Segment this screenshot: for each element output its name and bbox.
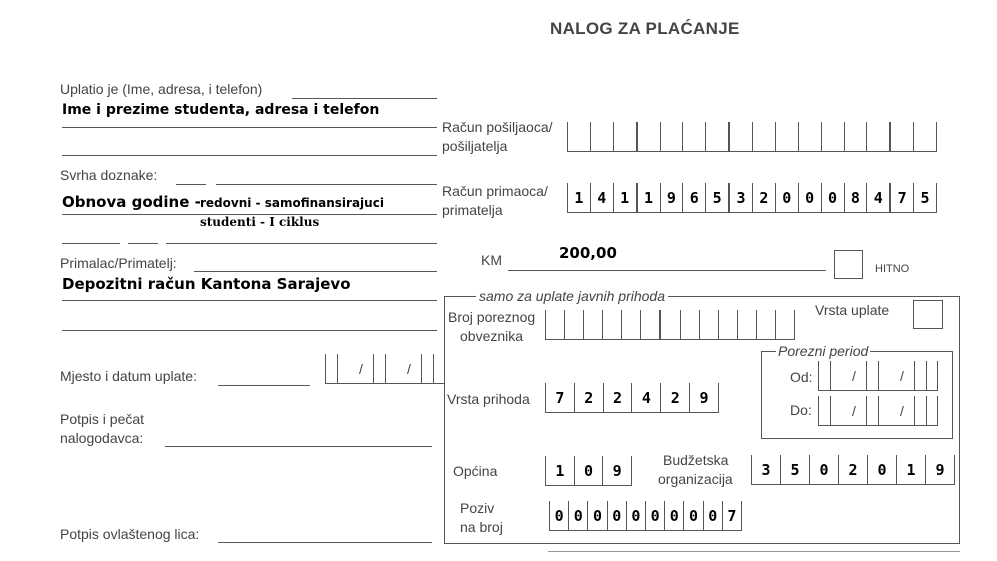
revenue-type-label: Vrsta prihoda: [447, 391, 530, 407]
purpose-label: Svrha doznake:: [60, 167, 158, 183]
purpose-value-sub-2[interactable]: studenti - I ciklus: [200, 215, 320, 229]
taxpayer-number-label-2: obveznika: [460, 328, 524, 344]
revenue-digit: 9: [689, 383, 719, 413]
purpose-value-sub-1[interactable]: redovni - samofinansirajuci: [200, 196, 384, 210]
payment-type-label: Vrsta uplate: [815, 302, 890, 318]
revenue-digit: 2: [603, 383, 632, 413]
budget-digit: 0: [867, 455, 896, 485]
purpose-value-main[interactable]: Obnova godine -: [62, 193, 201, 211]
public-revenue-legend: samo za uplate javnih prihoda: [476, 288, 668, 304]
payer-line-2: [62, 127, 437, 128]
account-digit: 7: [889, 183, 913, 213]
reference-digit: 0: [626, 501, 645, 531]
period-to-label: Do:: [790, 402, 812, 418]
period-from-boxes[interactable]: / /: [818, 361, 938, 391]
account-digit: 0: [798, 183, 821, 213]
account-digit: 1: [613, 183, 636, 213]
reference-digit: 7: [722, 501, 742, 531]
account-digit: 5: [705, 183, 728, 213]
reference-digit: 0: [549, 501, 568, 531]
place-date-label: Mjesto i datum uplate:: [60, 368, 197, 384]
budget-digit: 0: [809, 455, 838, 485]
reference-digit: 0: [703, 501, 722, 531]
account-digit: 3: [728, 183, 752, 213]
revenue-digit: 2: [660, 383, 689, 413]
recipient-value[interactable]: Depozitni račun Kantona Sarajevo: [62, 275, 351, 293]
payer-value[interactable]: Ime i prezime studenta, adresa i telefon: [62, 102, 380, 118]
payer-line-1: [292, 98, 437, 99]
recipient-account-boxes[interactable]: [567, 183, 937, 213]
tax-period-legend: Porezni period: [778, 343, 869, 359]
reference-digit: 0: [645, 501, 664, 531]
municipality-label: Općina: [453, 463, 498, 479]
authorized-signature-line: [218, 542, 432, 543]
budget-digit: 9: [925, 455, 955, 485]
bottom-edge-line: [548, 551, 960, 552]
reference-digit: 0: [607, 501, 626, 531]
payment-type-box[interactable]: [913, 300, 943, 329]
reference-digit: 0: [664, 501, 683, 531]
revenue-digit: 4: [631, 383, 660, 413]
sender-account-boxes[interactable]: [567, 122, 937, 152]
signature-line: [165, 446, 432, 447]
revenue-type-boxes[interactable]: [545, 383, 719, 413]
account-digit: 4: [866, 183, 889, 213]
authorized-signature-label: Potpis ovlaštenog lica:: [60, 526, 200, 542]
reference-digit: 0: [683, 501, 702, 531]
budget-org-label-2: organizacija: [658, 471, 733, 487]
payer-line-3: [62, 155, 437, 156]
currency-label: KM: [481, 252, 502, 268]
budget-digit: 3: [751, 455, 780, 485]
reference-label-1: Poziv: [460, 500, 495, 516]
urgent-checkbox[interactable]: [834, 250, 863, 279]
sender-account-label-1: Račun pošiljaoca/: [442, 119, 553, 135]
account-digit: 8: [844, 183, 867, 213]
sender-account-label-2: pošiljatelja: [442, 138, 508, 154]
form-title: NALOG ZA PLAĆANJE: [550, 19, 740, 38]
recipient-line-2: [62, 300, 437, 301]
recipient-line-1: [194, 271, 437, 272]
account-digit: 9: [660, 183, 683, 213]
period-to-boxes[interactable]: / /: [818, 396, 938, 426]
payer-label: Uplatio je (Ime, adresa, i telefon): [60, 81, 263, 97]
recipient-label: Primalac/Primatelj:: [60, 255, 177, 271]
place-line: [218, 385, 310, 386]
account-digit: 0: [775, 183, 798, 213]
taxpayer-number-boxes[interactable]: [545, 310, 795, 340]
account-digit: 1: [567, 183, 590, 213]
municipality-digit: 0: [574, 456, 603, 486]
account-digit: 2: [752, 183, 775, 213]
purpose-line-a: [176, 184, 206, 185]
purpose-line-3a: [62, 243, 120, 244]
taxpayer-number-label-1: Broj poreznog: [448, 309, 536, 325]
municipality-digit: 9: [602, 456, 632, 486]
purpose-line-3b: [128, 243, 158, 244]
amount-value[interactable]: 200,00: [559, 244, 617, 262]
purpose-line-3c: [166, 243, 437, 244]
account-digit: 0: [821, 183, 844, 213]
revenue-digit: 2: [574, 383, 603, 413]
purpose-line-b: [216, 184, 437, 185]
payment-date-boxes[interactable]: / /: [325, 354, 445, 384]
amount-line: [508, 270, 826, 271]
municipality-boxes[interactable]: [545, 456, 632, 486]
recipient-line-3: [62, 330, 437, 331]
period-from-label: Od:: [790, 369, 813, 385]
recipient-account-label-1: Račun primaoca/: [442, 183, 548, 199]
recipient-account-label-2: primatelja: [442, 202, 503, 218]
reference-digit: 0: [568, 501, 587, 531]
urgent-label: HITNO: [875, 263, 910, 275]
account-digit: 4: [590, 183, 613, 213]
budget-digit: 2: [838, 455, 867, 485]
budget-digit: 5: [780, 455, 809, 485]
budget-org-label-1: Budžetska: [663, 452, 729, 468]
budget-digit: 1: [896, 455, 925, 485]
account-digit: 1: [636, 183, 660, 213]
account-digit: 5: [913, 183, 937, 213]
account-digit: 6: [682, 183, 705, 213]
revenue-digit: 7: [545, 383, 574, 413]
signature-label-2: nalogodavca:: [60, 430, 144, 446]
signature-label-1: Potpis i pečat: [60, 411, 145, 427]
reference-label-2: na broj: [460, 519, 503, 535]
reference-number-boxes[interactable]: [549, 501, 742, 531]
reference-digit: 0: [587, 501, 606, 531]
municipality-digit: 1: [545, 456, 574, 486]
budget-org-boxes[interactable]: [751, 455, 955, 485]
purpose-line-2: [62, 214, 437, 215]
